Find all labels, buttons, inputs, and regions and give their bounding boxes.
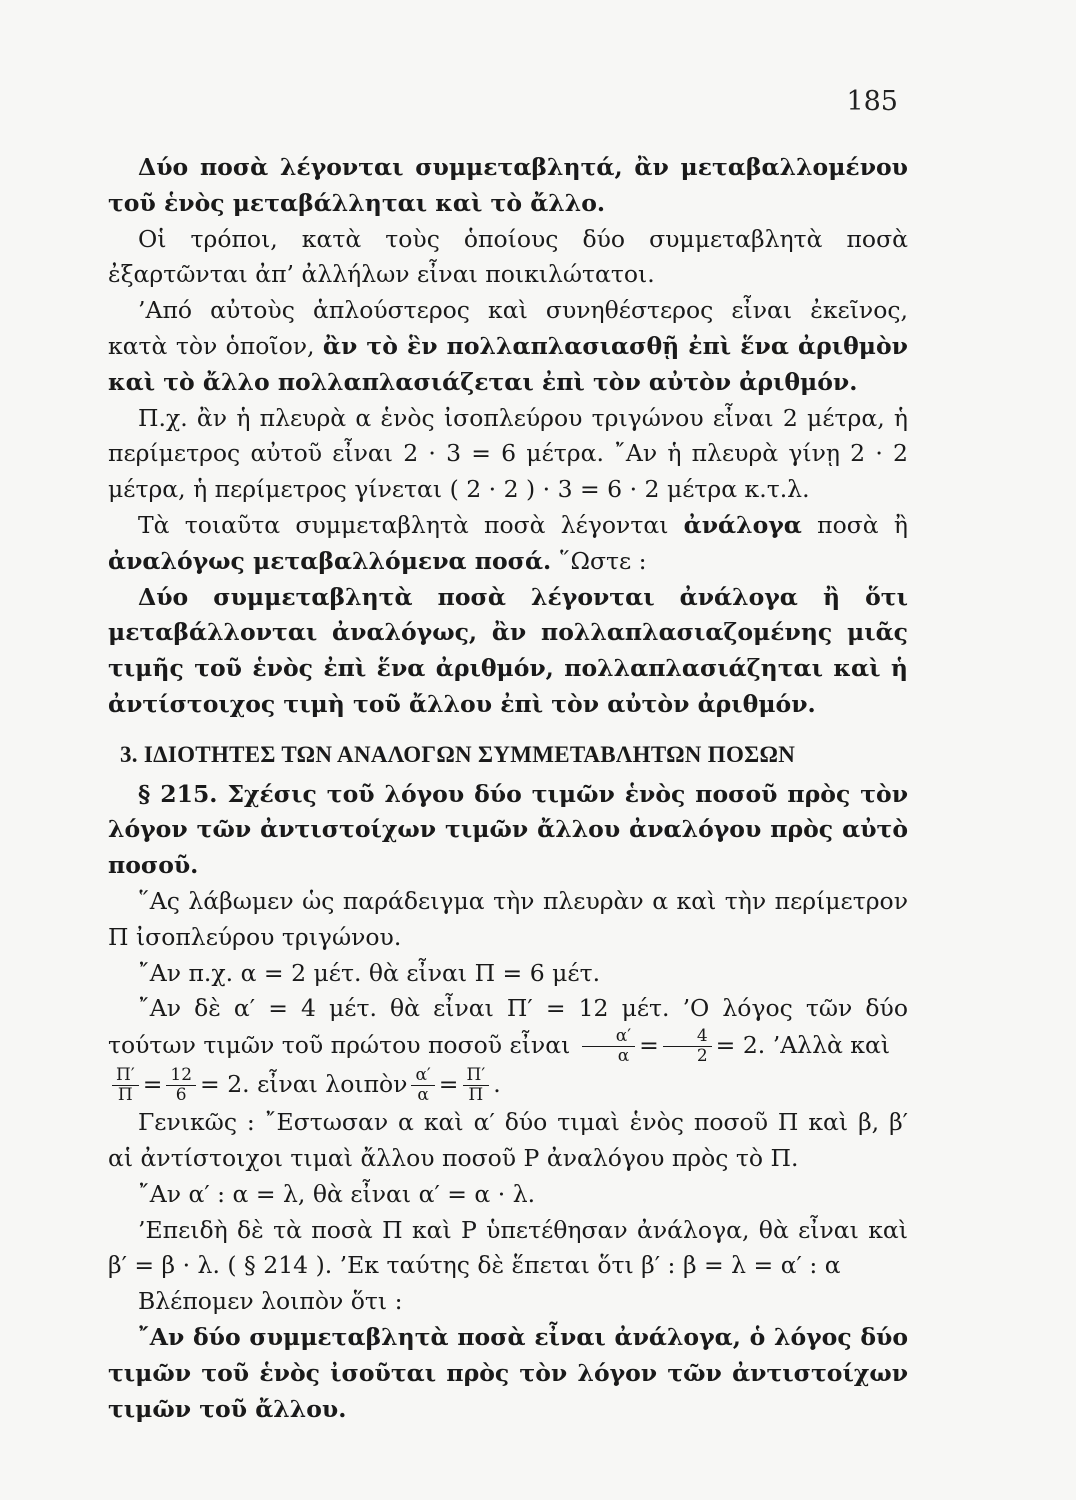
definition-proportional: Δύο συμμεταβλητὰ ποσὰ λέγονται ἀνάλογα ἢ ὅτι μεταβάλλονται ἀναλόγως, ἂν πολλαπλασιαζομένης μιᾶς τιμῆς τοῦ ἑνὸς ἐπὶ ἕνα ἀριθμόν, πολλαπλασιάζηται καὶ ἡ ἀντίστοιχος τιμὴ τοῦ ἄλλου ἐπὶ τὸν αὐτὸν ἀριθμόν.: [108, 582, 908, 718]
term-intro: Τὰ τοιαῦτα συμμεταβλητὰ ποσὰ λέγονται: [138, 510, 669, 539]
equals-result: = 2.: [715, 1031, 766, 1060]
fraction-a-prime-over-a-2: [411, 1066, 434, 1105]
paragraph-simplest-case: [108, 293, 908, 400]
fraction-numerator: 4: [663, 1027, 712, 1047]
fraction-P-prime-over-P-2: [463, 1066, 490, 1105]
paragraph-first-value: ῎Αν π.χ. α = 2 μέτ. θὰ εἶναι Π = 6 μέτ.: [138, 958, 601, 987]
paragraph-we-see: Βλέπομεν λοιπὸν ὅτι :: [138, 1287, 403, 1316]
fraction-numerator: Π′: [463, 1066, 490, 1086]
equals-sign: =: [438, 1070, 459, 1099]
paragraph-proportional-term: [108, 508, 908, 580]
ratio-continue: ’Αλλὰ καὶ: [772, 1031, 891, 1060]
equals-result: = 2. εἶναι λοιπὸν: [200, 1070, 408, 1099]
fraction-4-over-2: [663, 1027, 712, 1066]
section-215-title: § 215. Σχέσις τοῦ λόγου δύο τιμῶν ἑνὸς ποσοῦ πρὸς τὸν λόγον τῶν ἀντιστοίχων τιμῶν ἄλλου ἀναλόγου πρὸς αὐτὸ ποσοῦ.: [108, 779, 908, 880]
fraction-numerator: α′: [582, 1027, 635, 1047]
ratio-text: ῎Αν δὲ α′ = 4 μέτ. θὰ εἶναι Π′ = 12 μέτ. ’Ο λόγος τῶν δύο τούτων τιμῶν τοῦ πρώτου ποσοῦ εἶναι: [108, 994, 908, 1060]
fraction-numerator: 12: [166, 1066, 196, 1086]
paragraph-example-intro: ῞Ας λάβωμεν ὡς παράδειγμα τὴν πλευρὰν α καὶ τὴν περίμετρον Π ἰσοπλεύρου τριγώνου.: [108, 886, 908, 951]
fraction-a-prime-over-a: [582, 1027, 635, 1066]
term-or: ποσὰ ἢ: [817, 510, 908, 539]
fraction-denominator: Π: [468, 1085, 484, 1106]
fraction-denominator: α: [617, 1046, 630, 1067]
paragraph-general: Γενικῶς : ῎Εστωσαν α καὶ α′ δύο τιμαὶ ἑνὸς ποσοῦ Π καὶ β, β′ αἱ ἀντίστοιχοι τιμαὶ ἄλλου ποσοῦ Ρ ἀναλόγου πρὸς τὸ Π.: [108, 1108, 908, 1172]
fraction-denominator: α: [417, 1085, 429, 1106]
fraction-denominator: 2: [696, 1046, 708, 1067]
section-heading: 3. ΙΔΙΟΤΗΤΕΣ ΤΩΝ ΑΝΑΛΟΓΩΝ ΣΥΜΜΕΤΑΒΛΗΤΩΝ ΠΟΣΩΝ: [120, 741, 796, 767]
term-therefore: ῞Ωστε :: [558, 546, 647, 575]
fraction-12-over-6: [166, 1066, 196, 1105]
fraction-numerator: α′: [411, 1066, 434, 1086]
fraction-denominator: Π: [117, 1085, 133, 1106]
paragraph-lambda: ῎Αν α′ : α = λ, θὰ εἶναι α′ = α · λ.: [138, 1179, 536, 1208]
page-body: [108, 150, 908, 1427]
paragraph-ratio-second: [108, 1066, 908, 1105]
paragraph-ratio: [108, 991, 908, 1066]
definition-covariant: Δύο ποσὰ λέγονται συμμεταβλητά, ἂν μεταβαλλομένου τοῦ ἑνὸς μεταβάλληται καὶ τὸ ἄλλο.: [108, 153, 908, 217]
paragraph-dependence: Οἱ τρόποι, κατὰ τοὺς ὁποίους δύο συμμεταβλητὰ ποσὰ ἐξαρτῶνται ἀπ’ ἀλλήλων εἶναι ποικιλώτατοι.: [108, 224, 908, 289]
fraction-denominator: 6: [175, 1085, 187, 1106]
equals-sign: =: [639, 1031, 659, 1060]
paragraph-simplest-case-text: ’Από αὐτοὺς ἁπλούστερος καὶ συνηθέστερος εἶναι ἐκεῖνος, κατὰ τὸν ὁποῖον,: [108, 296, 908, 360]
paragraph-example: Π.χ. ἂν ἡ πλευρὰ α ἑνὸς ἰσοπλεύρου τριγώνου εἶναι 2 μέτρα, ἡ περίμετρος αὐτοῦ εἶναι 2 · 3 = 6 μέτρα. ῎Αν ἡ πλευρὰ γίνῃ 2 · 2 μέτρα, ἡ περίμετρος γίνεται ( 2 · 2 ) · 3 = 6 · 2 μέτρα κ.τ.λ.: [108, 403, 908, 504]
equals-sign: =: [142, 1070, 163, 1099]
term-proportionally-varying: ἀναλόγως μεταβαλλόμενα ποσά.: [108, 546, 552, 575]
fraction-numerator: Π′: [112, 1066, 139, 1086]
theorem-ratio: ῎Αν δύο συμμεταβλητὰ ποσὰ εἶναι ἀνάλογα, ὁ λόγος δύο τιμῶν τοῦ ἑνὸς ἰσοῦται πρὸς τὸν λόγον τῶν ἀντιστοίχων τιμῶν τοῦ ἄλλου.: [108, 1322, 908, 1423]
period: .: [493, 1070, 501, 1099]
term-proportional: ἀνάλογα: [683, 510, 802, 539]
fraction-P-prime-over-P: [112, 1066, 139, 1105]
paragraph-since: ’Επειδὴ δὲ τὰ ποσὰ Π καὶ Ρ ὑπετέθησαν ἀνάλογα, θὰ εἶναι καὶ β′ = β · λ. ( § 214 ). ’Εκ ταύτης δὲ ἕπεται ὅτι β′ : β = λ = α′ : α: [108, 1215, 908, 1280]
page-number: 185: [846, 86, 898, 117]
paragraph-simplest-case-bold: ἂν τὸ ἓν πολλαπλασιασθῇ ἐπὶ ἕνα ἀριθμὸν καὶ τὸ ἄλλο πολλαπλασιάζεται ἐπὶ τὸν αὐτὸν ἀριθμόν.: [108, 331, 908, 396]
